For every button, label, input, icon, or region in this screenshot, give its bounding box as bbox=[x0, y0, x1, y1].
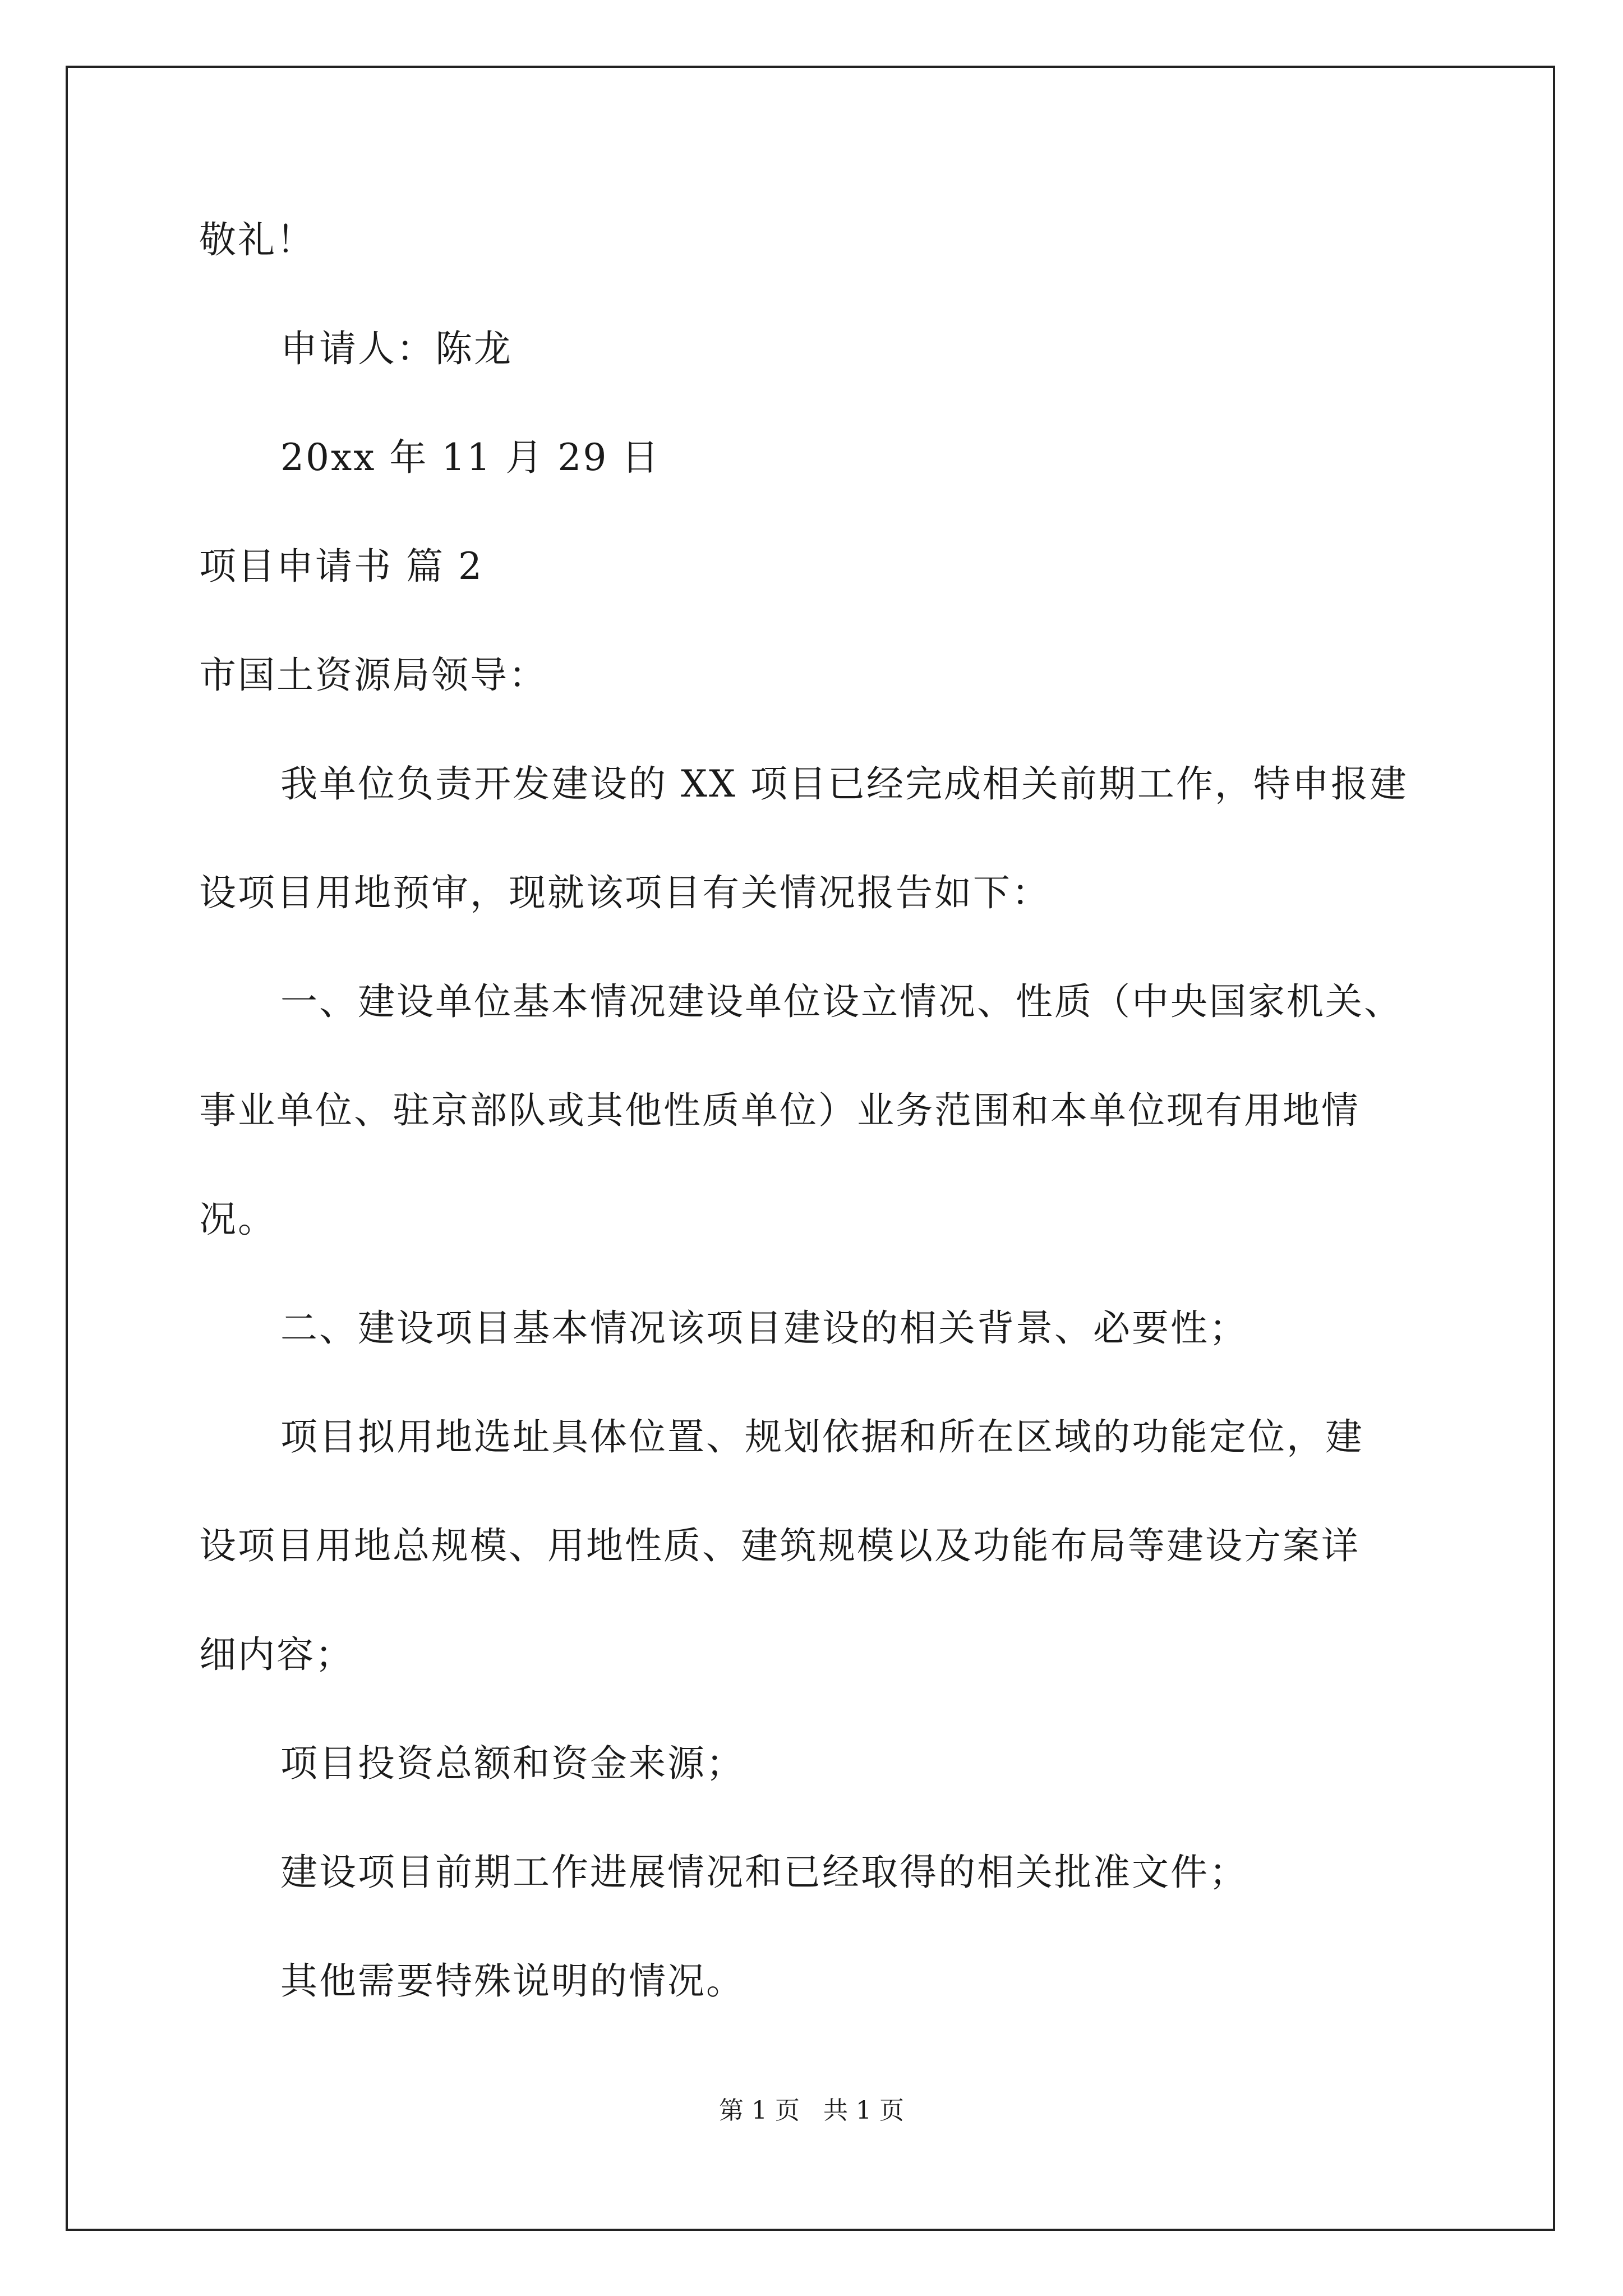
page-frame bbox=[66, 66, 1555, 2231]
body-line: 项目拟用地选址具体位置、规划依据和所在区域的功能定位，建 bbox=[280, 1415, 1364, 1458]
closing-salutation: 敬礼！ bbox=[199, 218, 315, 261]
body-line: 其他需要特殊说明的情况。 bbox=[280, 1959, 745, 2003]
body-line: 建设项目前期工作进展情况和已经取得的相关批准文件； bbox=[280, 1851, 1248, 1894]
applicant-line: 申请人：陈龙 bbox=[280, 327, 513, 370]
body-line: 我单位负责开发建设的 XX 项目已经完成相关前期工作，特申报建 bbox=[280, 762, 1408, 806]
date-line: 20xx 年 11 月 29 日 bbox=[280, 436, 661, 479]
body-line: 一、建设单位基本情况建设单位设立情况、性质（中央国家机关、 bbox=[280, 980, 1403, 1023]
addressee-line: 市国土资源局领导： bbox=[199, 654, 547, 697]
body-line: 设项目用地总规模、用地性质、建筑规模以及功能布局等建设方案详 bbox=[199, 1524, 1360, 1567]
body-line: 二、建设项目基本情况该项目建设的相关背景、必要性； bbox=[280, 1306, 1248, 1350]
body-line: 况。 bbox=[199, 1198, 276, 1241]
body-line: 事业单位、驻京部队或其他性质单位）业务范围和本单位现有用地情 bbox=[199, 1089, 1360, 1132]
body-line: 项目投资总额和资金来源； bbox=[280, 1742, 745, 1785]
body-line: 细内容； bbox=[199, 1633, 354, 1676]
page-number-footer: 第 1 页 共 1 页 bbox=[719, 2096, 904, 2125]
section-heading: 项目申请书 篇 2 bbox=[199, 545, 483, 588]
body-line: 设项目用地预审，现就该项目有关情况报告如下： bbox=[199, 871, 1050, 914]
